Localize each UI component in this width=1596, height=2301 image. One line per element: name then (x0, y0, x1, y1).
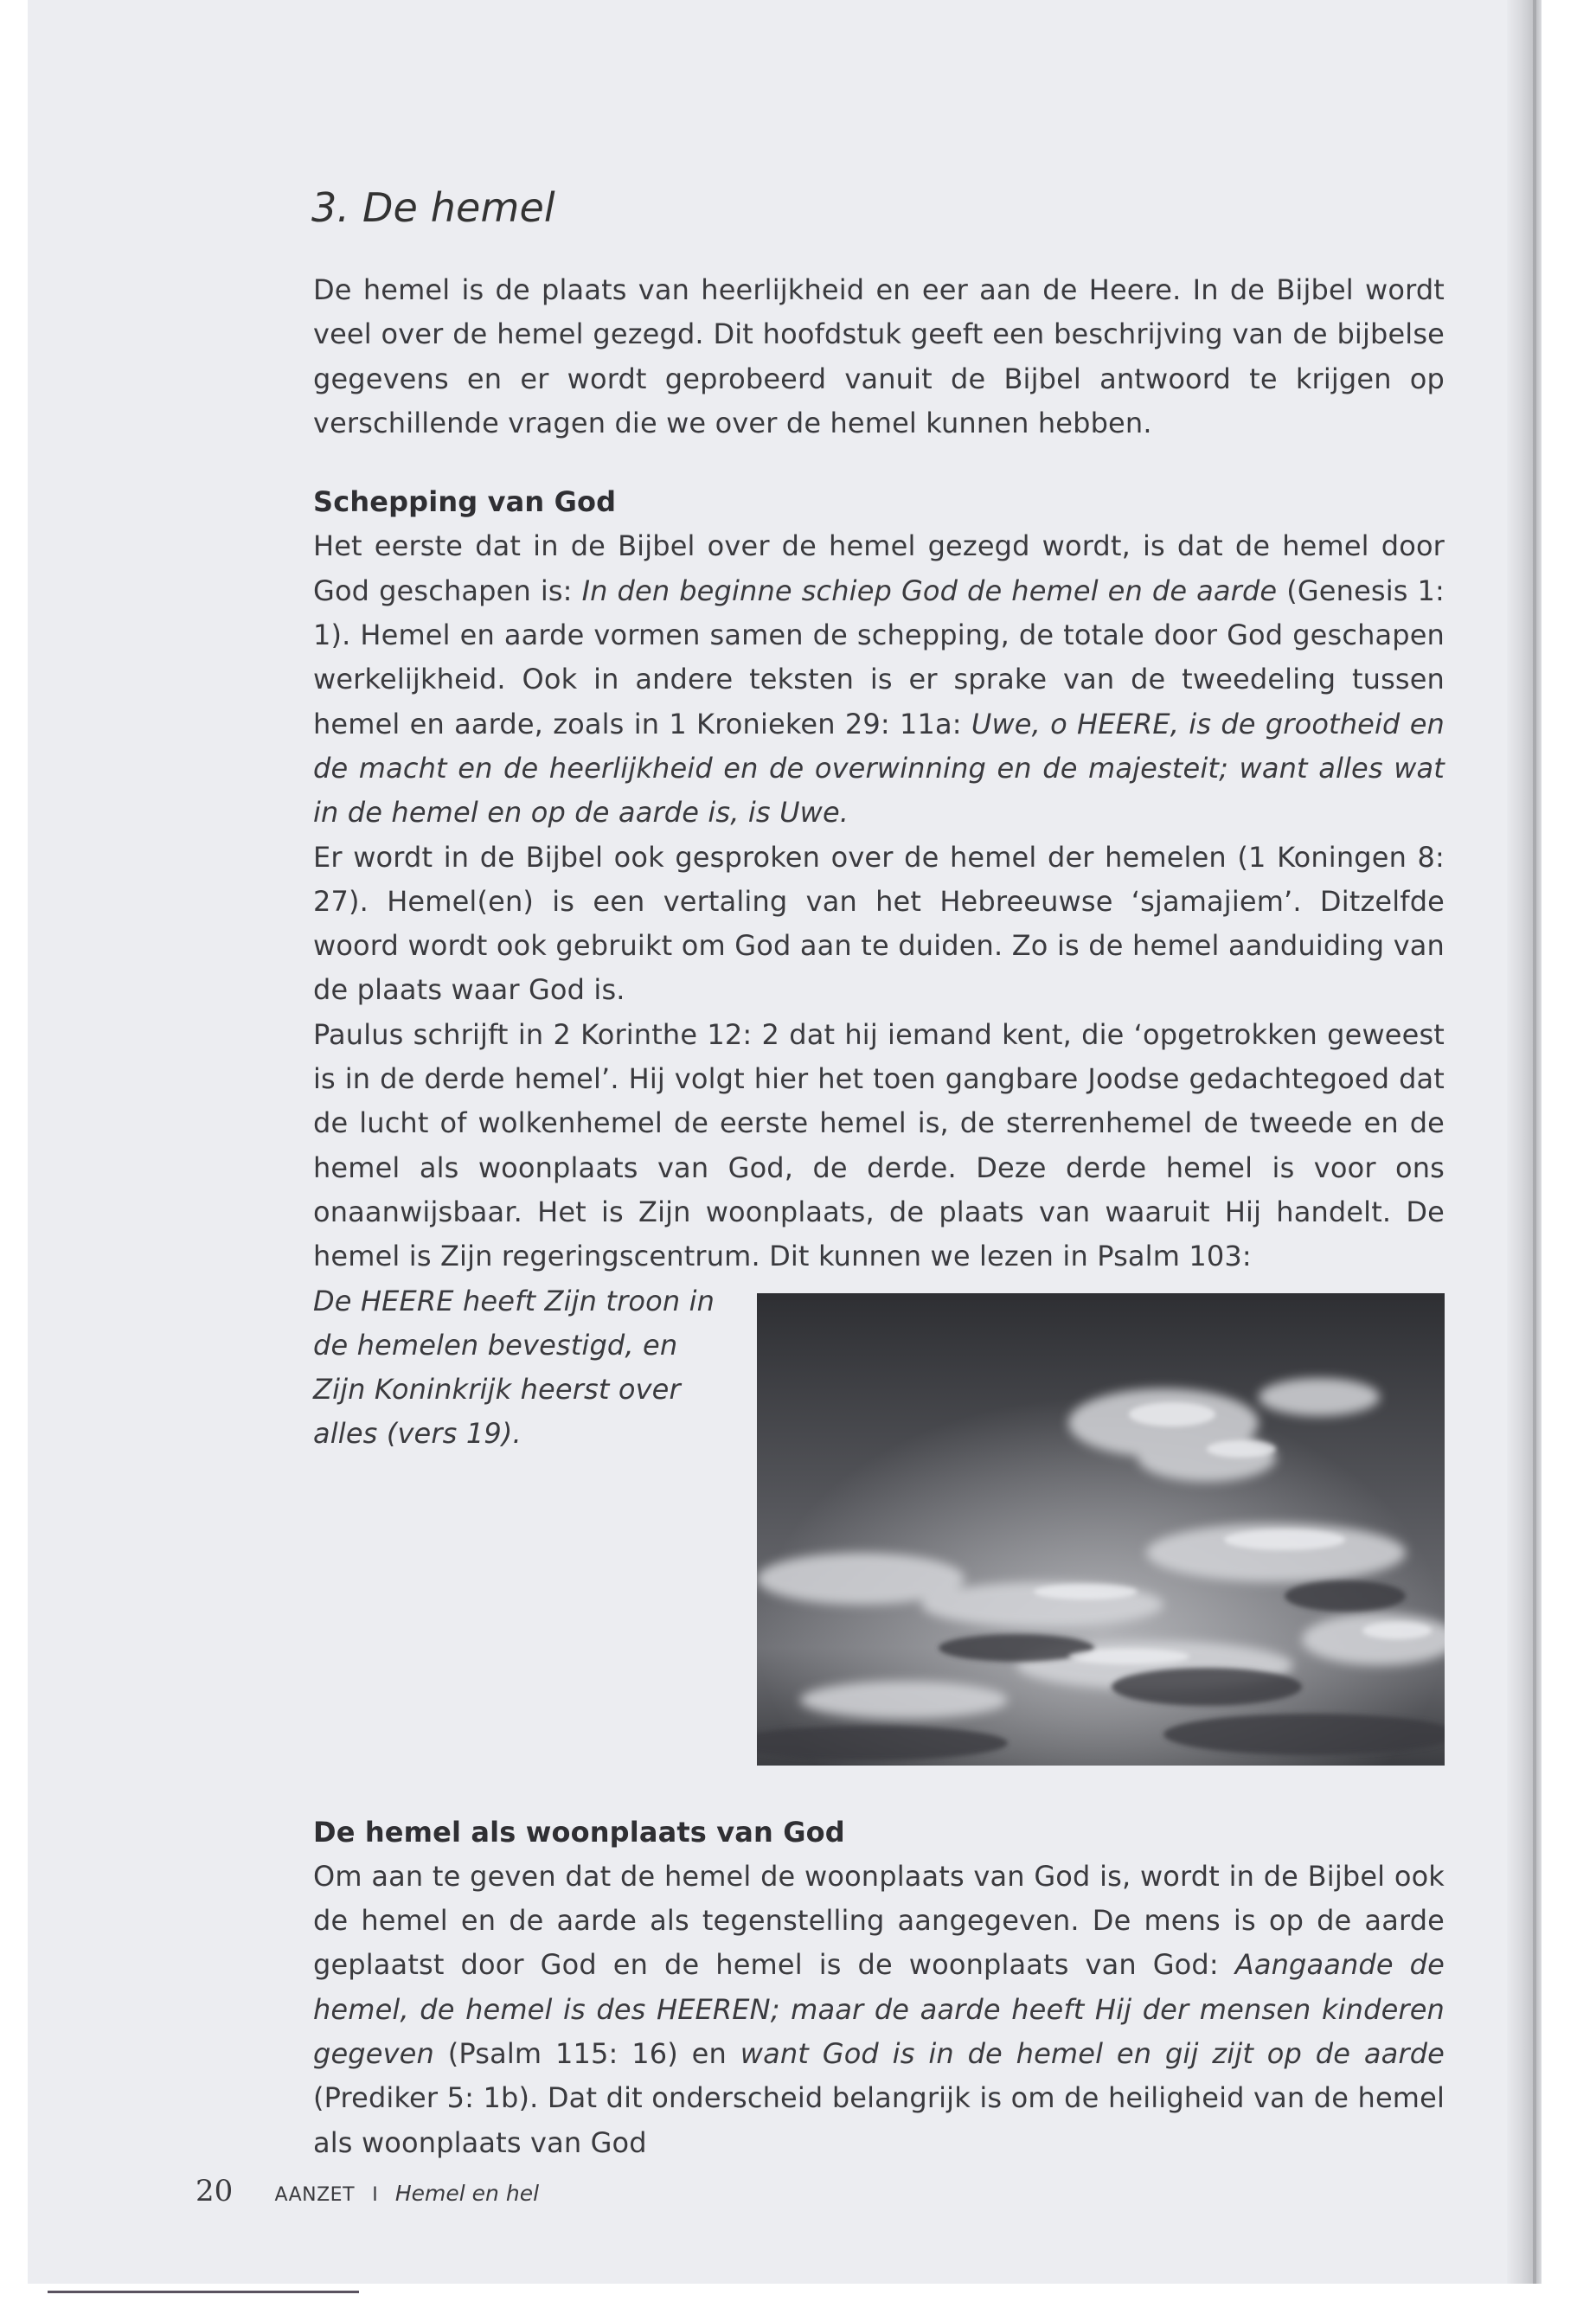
sky-clouds-photo (757, 1293, 1445, 1766)
paragraph-text: Om aan te geven dat de hemel de woonplaats van God is, wordt in de Bijbel ook de hemel en de aarde als tegenstelling aangegeven. De mens is op de aarde geplaatst door God en de hemel is de woonplaats van God: (313, 1859, 1445, 1982)
clouds-image (757, 1293, 1445, 1766)
intro-paragraph: De hemel is de plaats van heerlijkheid en eer aan de Heere. In de Bijbel wordt veel over de hemel gezegd. Dit hoofdstuk geeft een beschrijving van de bijbelse gegevens en er wordt geprobeerd vanuit de Bijbel antwoord te krijgen op verschillende vragen die we over de hemel kunnen hebben. (313, 273, 1445, 439)
paragraph-text: (Psalm 115: 16) en (433, 2037, 740, 2071)
quote-genesis: In den beginne schiep God de hemel en de aarde (581, 574, 1278, 607)
page-number: 20 (195, 2174, 234, 2208)
paragraph-text: (Genesis 1: 1). Hemel en aarde vormen samen de schepping, de totale door God geschapen werkelijkheid. Ook in andere teksten is er sprake van de tweedeling tussen hemel en aarde, zoals in 1 Kronieken 29: 11a: (313, 574, 1445, 740)
page-content (313, 182, 1445, 2165)
quote-kronieken: Uwe, o HEERE, is de grootheid en de macht en de heerlijkheid en de overwinning en de majesteit; want alles wat in de hemel en op de aarde is, is Uwe. (313, 707, 1445, 830)
section-heading-schepping: Schepping van God (313, 485, 617, 519)
page-binding-edge (1507, 0, 1542, 2284)
section-heading-woonplaats: De hemel als woonplaats van God (313, 1815, 845, 1849)
paragraph-text: (Prediker 5: 1b). Dat dit onderscheid belangrijk is om de heiligheid van de hemel als woonplaats van God (313, 2081, 1445, 2159)
chapter-title: 3. De hemel (311, 184, 555, 231)
paragraph-schepping-1 (313, 524, 1445, 835)
paragraph-woonplaats-1 (313, 1855, 1445, 2165)
quote-prediker: want God is in de hemel en gij zijt op de aarde (740, 2037, 1445, 2071)
series-name: AANZET (274, 2184, 356, 2206)
page-footer (195, 2174, 539, 2208)
paragraph-schepping-3 (313, 1013, 1445, 1279)
paragraph-schepping-2: Er wordt in de Bijbel ook gesproken over de hemel der hemelen (1 Koningen 8: 27). Hemel(en) is een vertaling van het Hebreeuwse ‘sjamajiem’. Ditzelfde woord wordt ook gebruikt om God aan te duiden. Zo is de hemel aanduiding van de plaats waar God is. (313, 840, 1445, 1007)
footer-separator: I (372, 2184, 378, 2206)
paragraph-text: Paulus schrijft in 2 Korinthe 12: 2 dat hij iemand kent, die ‘opgetrokken geweest is in de derde hemel’. Hij volgt hier het toen gangbare Joodse gedachtegoed dat de lucht of wolkenhemel de eerste hemel is, de sterrenhemel de tweede en de hemel als woonplaats van God, de derde. Deze derde hemel is voor ons onaanwijsbaar. Het is Zijn woonplaats, de plaats van waaruit Hij handelt. De hemel is Zijn regeringscentrum. Dit kunnen we lezen in Psalm 103: (313, 1017, 1445, 1273)
book-title: Hemel en hel (394, 2181, 540, 2206)
page-edge-shadow (1533, 0, 1536, 2284)
quote-psalm-115: Aangaande de hemel, de hemel is des HEEREN; maar de aarde heeft Hij der mensen kinderen gegeven (313, 1948, 1445, 2071)
bottom-edge-line (48, 2291, 359, 2293)
paragraph-text: Het eerste dat in de Bijbel over de hemel gezegd wordt, is dat de hemel door God geschapen is: (313, 529, 1445, 607)
quote-psalm-103: De HEERE heeft Zijn troon in de hemelen bevestigd, en Zijn Koninkrijk heerst over alles (vers 19). (313, 1284, 715, 1451)
